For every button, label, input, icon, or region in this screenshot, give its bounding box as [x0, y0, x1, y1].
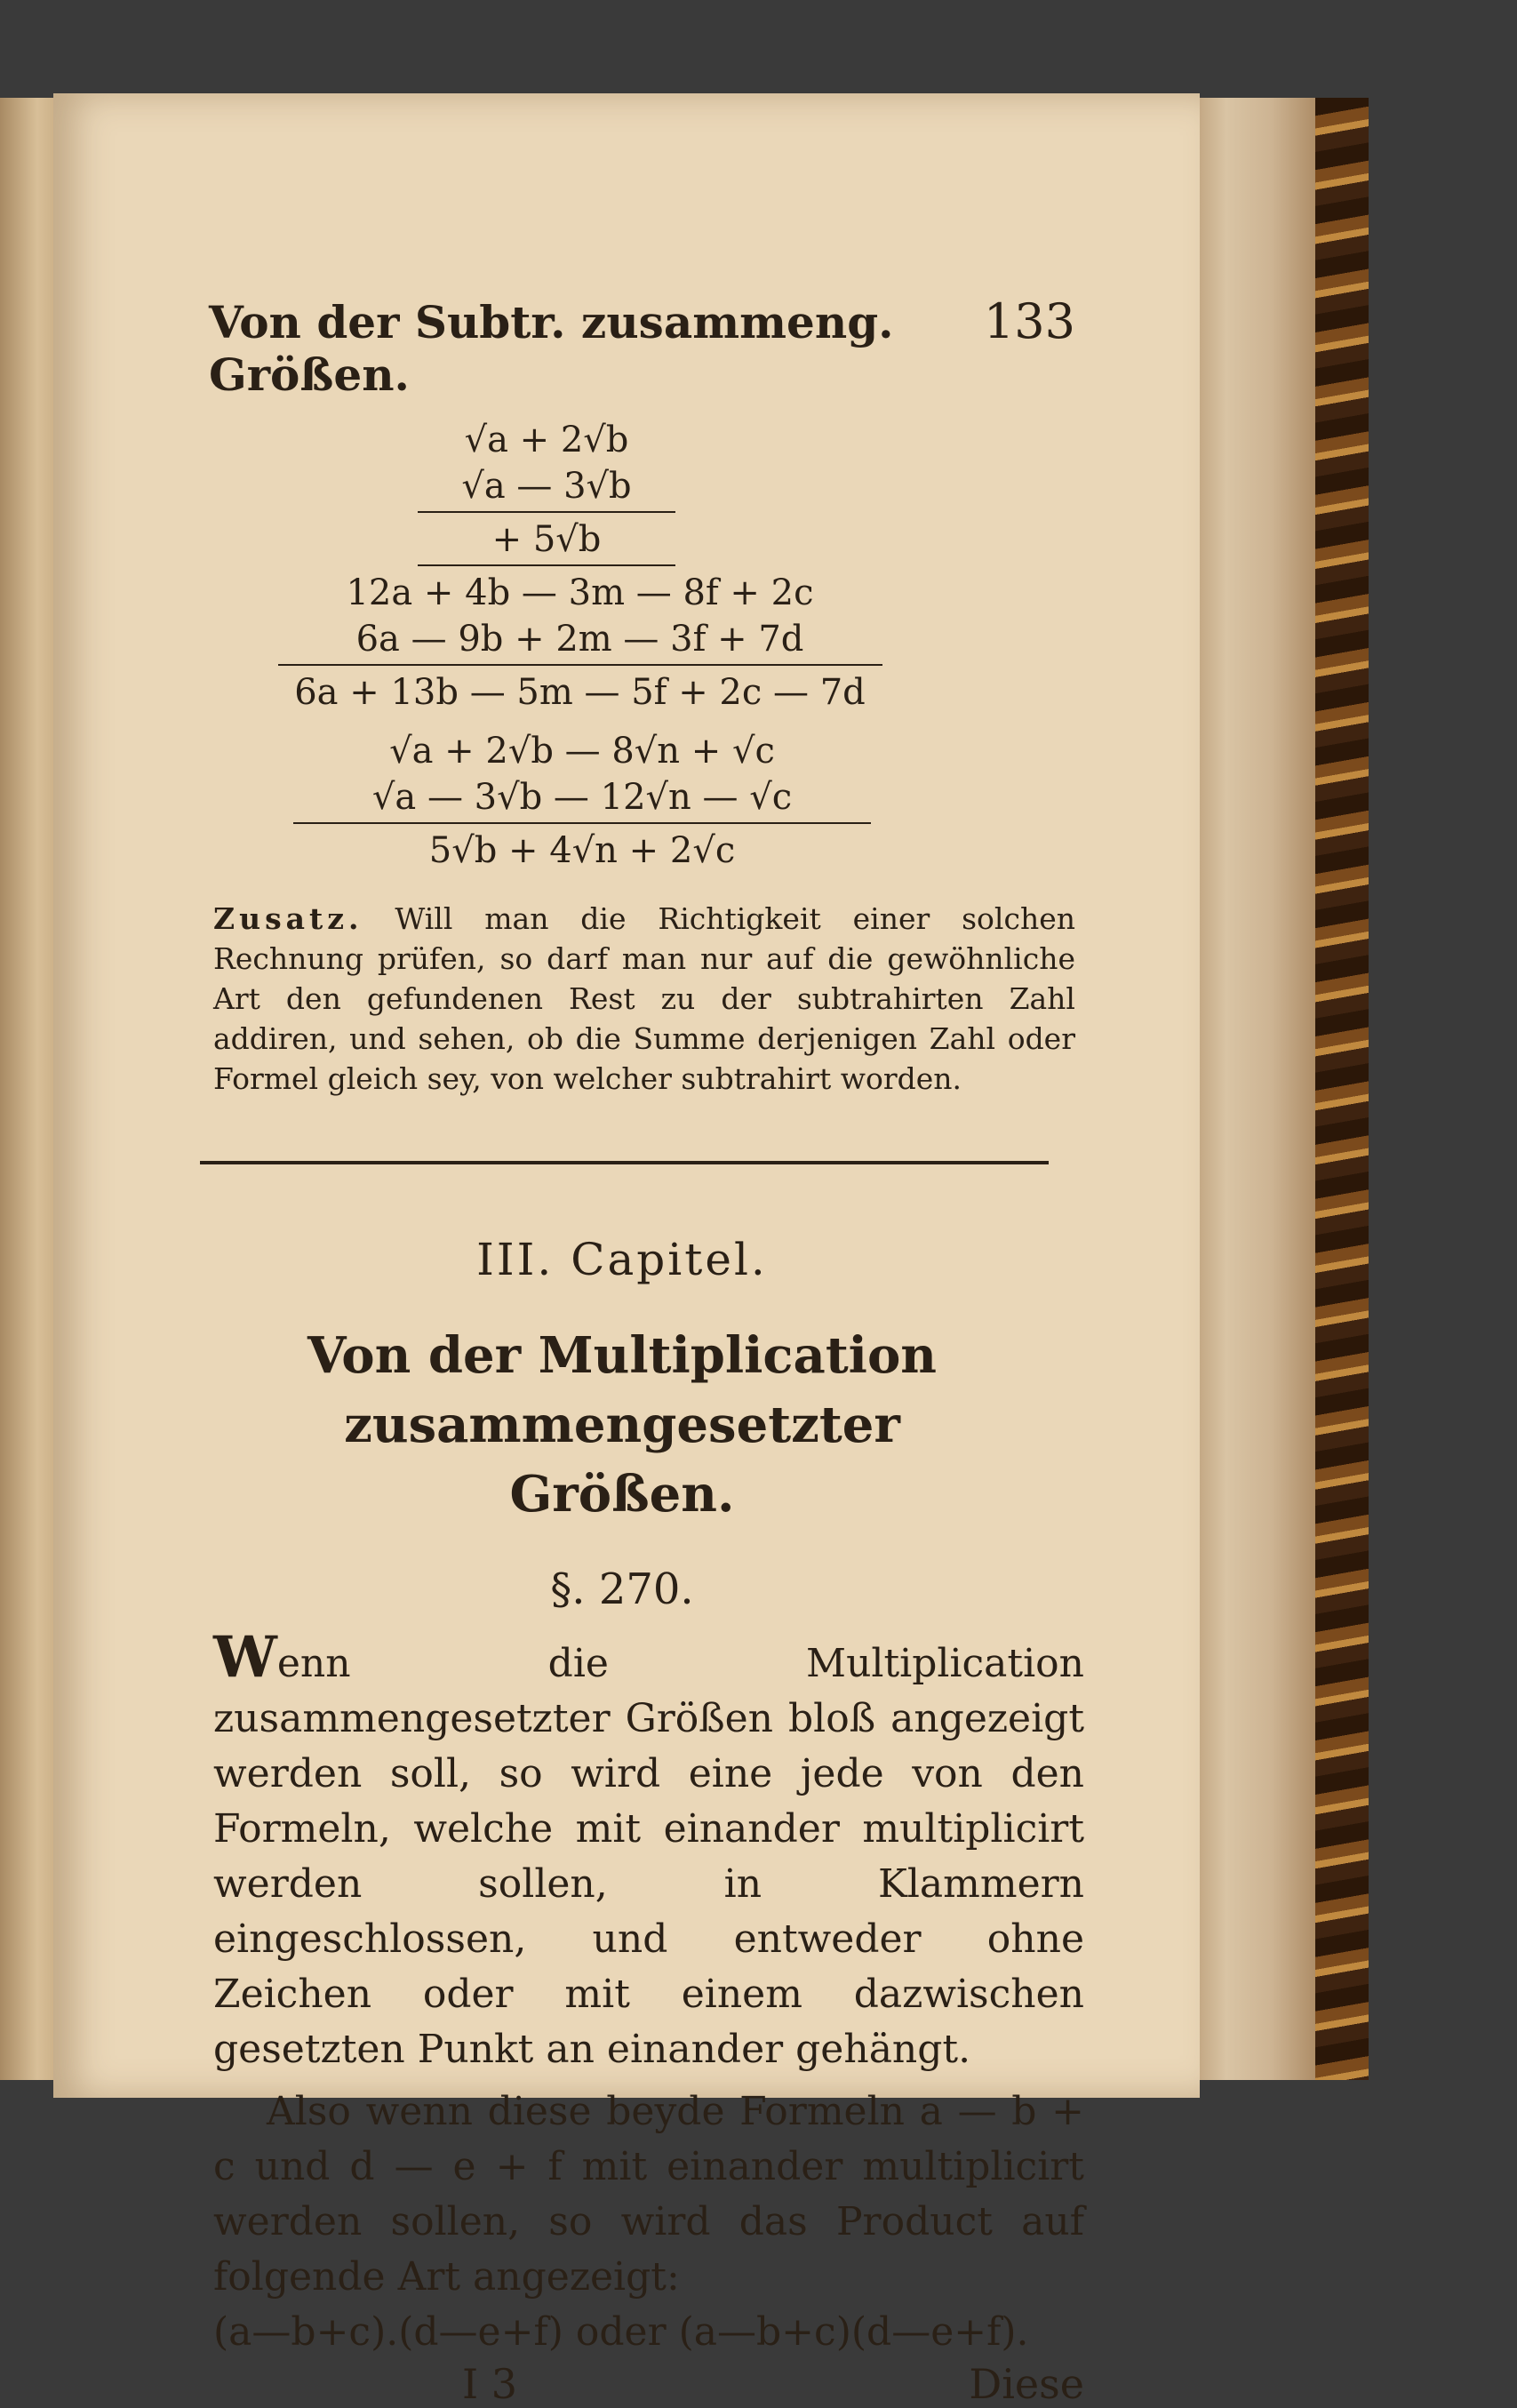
page-footer [462, 2360, 1084, 2408]
chapter-title-line: Von der Multiplication zusammengesetzter [307, 1326, 938, 1454]
chapter-label: III. Capitel. [476, 1234, 768, 1285]
catchword: Diese [969, 2360, 1084, 2408]
math-block-2 [76, 570, 1084, 716]
chapter-title-line: Größen. [509, 1465, 735, 1524]
math-block-1 [9, 417, 1084, 566]
running-head [209, 293, 1084, 401]
math-line: √a + 2√b [464, 420, 629, 460]
paragraph-text: enn die Multiplication zusammengesetzter Größen bloß angezeigt werden soll, so wird eine jede von den Formeln, welche mit einander multiplicirt werden sollen, in Klammern eingeschlossen, und entweder ohne Zeichen oder mit einem dazwischen gesetzten Punkt an einander gehängt. [213, 1641, 1084, 2072]
initial-letter: W [213, 1624, 277, 1691]
math-line: 6a — 9b + 2m — 3f + 7d [355, 619, 804, 660]
chapter-title [160, 1321, 1084, 1529]
zusatz-label: Zusatz. [213, 901, 363, 936]
paragraph-text: Also wenn diese beyde Formeln a — b + c und d — e + f mit einander multiplicirt werden sollen, so wird das Product auf folgende Art angezeigt: [213, 2089, 1084, 2300]
math-line: 12a + 4b — 3m — 8f + 2c [346, 572, 814, 613]
zusatz-paragraph [213, 899, 1075, 1099]
math-line: + 5√b [491, 519, 602, 560]
page-content [160, 200, 1084, 2408]
body-paragraph [213, 1624, 1084, 2077]
page-number: 133 [983, 293, 1075, 349]
body-paragraph [213, 2084, 1084, 2305]
math-line: 5√b + 4√n + 2√c [428, 830, 736, 871]
section-number: §. 270. [550, 1564, 694, 1614]
section-divider [200, 1161, 1049, 1164]
math-line: 6a + 13b — 5m — 5f + 2c — 7d [294, 672, 866, 713]
math-rule [293, 822, 871, 824]
math-line: √a + 2√b — 8√n + √c [389, 731, 775, 772]
formula-line: (a—b+c).(d—e+f) oder (a—b+c)(d—e+f). [213, 2309, 1029, 2355]
math-block-3 [80, 728, 1084, 874]
zusatz-text: Will man die Richtigkeit einer solchen Rechnung prüfen, so darf man nur auf die gewöhnliche Art den gefundenen Rest zu der subtrahirten Zahl addiren, und sehen, ob die Summe derjenigen Zahl oder Formel gleich sey, von welcher subtrahirt worden. [213, 901, 1075, 1096]
math-rule [278, 664, 882, 666]
marbled-cover [1315, 98, 1369, 2080]
running-head-title: Von der Subtr. zusammeng. Größen. [209, 296, 894, 401]
math-line: √a — 3√b — 12√n — √c [371, 777, 793, 818]
book-page [53, 93, 1200, 2408]
math-rule [418, 564, 675, 566]
signature-mark: I 3 [462, 2360, 518, 2408]
math-rule [418, 511, 675, 513]
math-line: √a — 3√b [461, 466, 632, 507]
